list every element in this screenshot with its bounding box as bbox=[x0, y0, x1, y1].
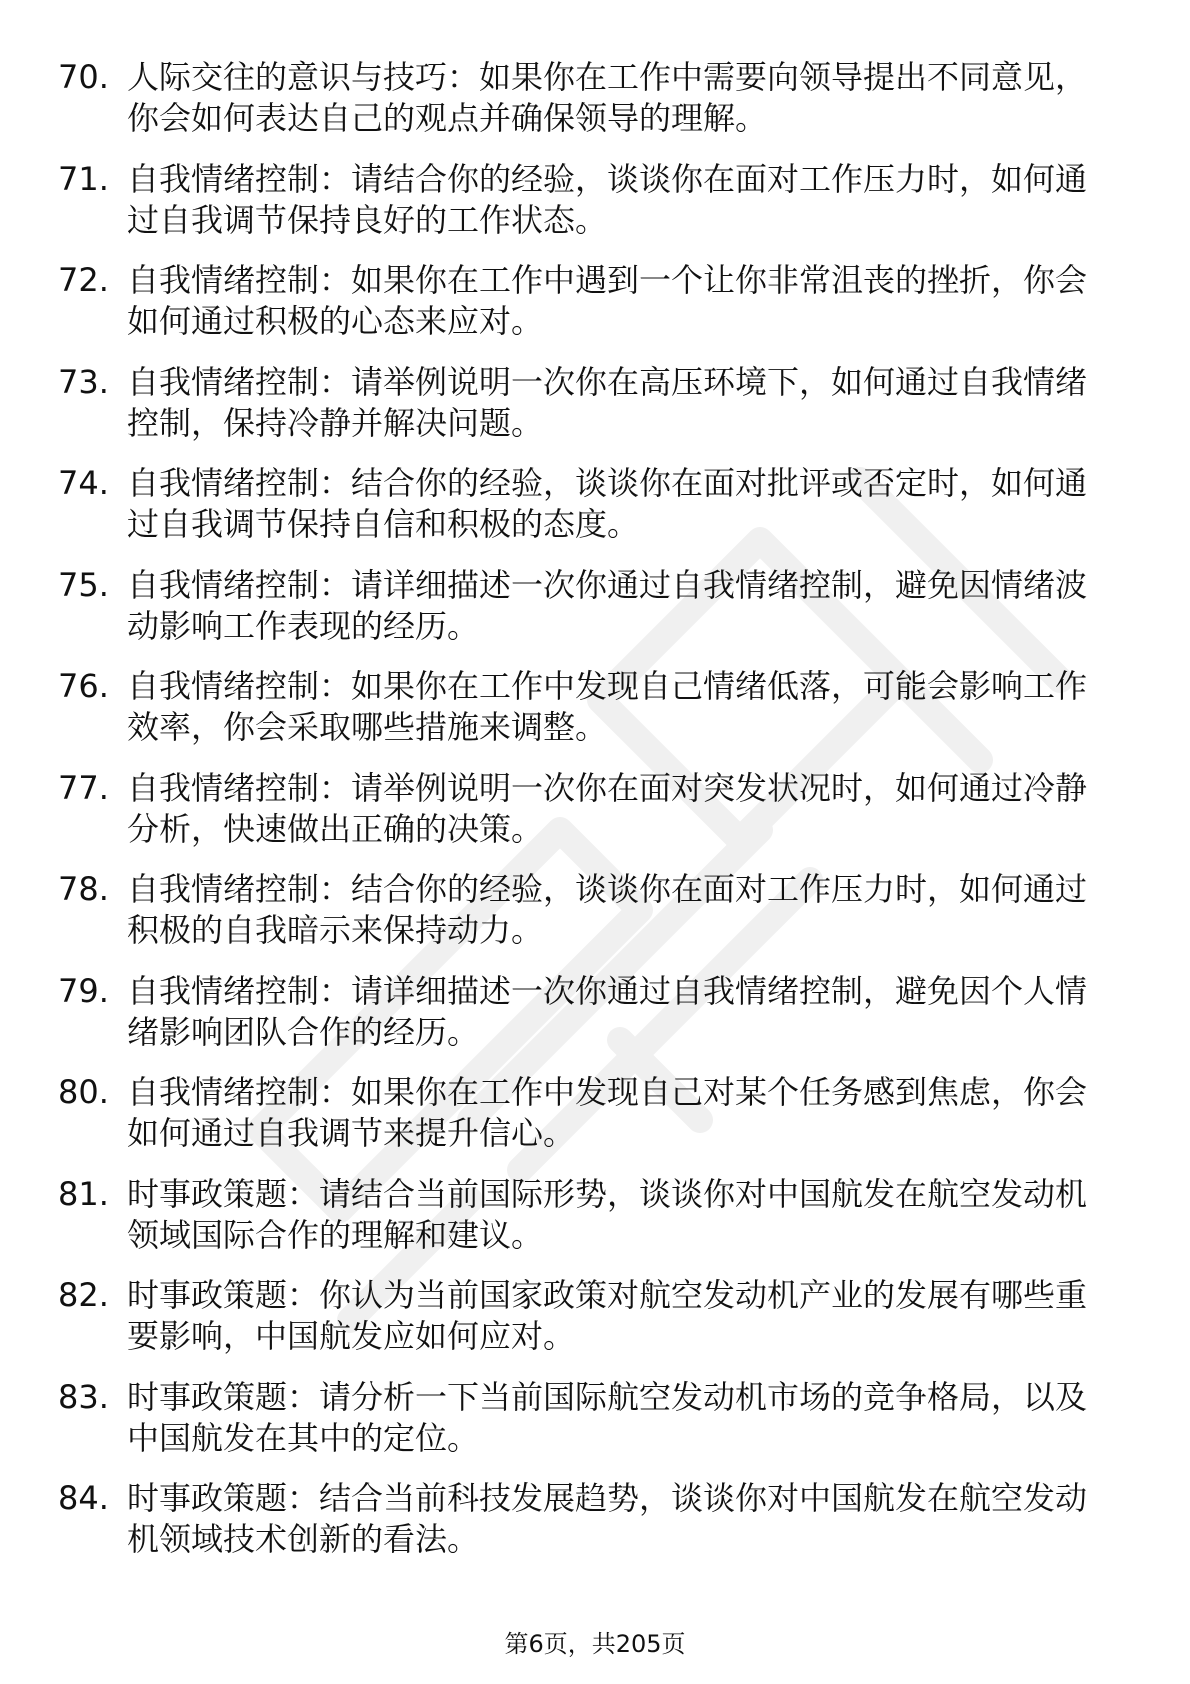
question-number: 74. bbox=[58, 464, 109, 502]
question-text: 自我情绪控制：如果你在工作中遇到一个让你非常沮丧的挫折，你会如何通过积极的心态来应对。 bbox=[127, 261, 1088, 340]
question-item bbox=[58, 666, 1118, 748]
question-text: 人际交往的意识与技巧：如果你在工作中需要向领导提出不同意见，你会如何表达自己的观点并确保领导的理解。 bbox=[127, 58, 1088, 137]
question-text: 自我情绪控制：请详细描述一次你通过自我情绪控制，避免因情绪波动影响工作表现的经历。 bbox=[127, 565, 1088, 645]
question-item bbox=[58, 1174, 1118, 1256]
question-text: 自我情绪控制：结合你的经验，谈谈你在面对工作压力时，如何通过积极的自我暗示来保持动力。 bbox=[127, 870, 1088, 949]
question-item bbox=[58, 869, 1118, 951]
question-text: 自我情绪控制：如果你在工作中发现自己对某个任务感到焦虑，你会如何通过自我调节来提升信心。 bbox=[127, 1073, 1088, 1152]
question-number: 78. bbox=[58, 870, 109, 908]
question-number: 70. bbox=[58, 58, 109, 96]
question-number: 75. bbox=[58, 565, 109, 604]
question-number: 76. bbox=[58, 667, 109, 705]
question-item bbox=[58, 260, 1118, 342]
question-item bbox=[58, 463, 1118, 545]
question-text: 时事政策题：请分析一下当前国际航空发动机市场的竞争格局，以及中国航发在其中的定位。 bbox=[127, 1377, 1088, 1457]
question-number: 81. bbox=[58, 1174, 109, 1213]
question-text: 自我情绪控制：结合你的经验，谈谈你在面对批评或否定时，如何通过自我调节保持自信和积极的态度。 bbox=[127, 464, 1088, 543]
question-number: 83. bbox=[58, 1377, 109, 1416]
question-text: 自我情绪控制：请详细描述一次你通过自我情绪控制，避免因个人情绪影响团队合作的经历。 bbox=[127, 971, 1088, 1051]
question-text: 自我情绪控制：请举例说明一次你在面对突发状况时，如何通过冷静分析，快速做出正确的决策。 bbox=[127, 768, 1088, 848]
question-item bbox=[58, 565, 1118, 647]
question-item bbox=[58, 768, 1118, 850]
question-number: 73. bbox=[58, 362, 109, 401]
question-text: 自我情绪控制：请举例说明一次你在高压环境下，如何通过自我情绪控制，保持冷静并解决问题。 bbox=[127, 362, 1088, 442]
question-item bbox=[58, 1478, 1118, 1560]
question-item bbox=[58, 159, 1118, 241]
question-text: 时事政策题：请结合当前国际形势，谈谈你对中国航发在航空发动机领域国际合作的理解和建议。 bbox=[127, 1174, 1088, 1254]
question-number: 77. bbox=[58, 768, 109, 807]
question-text: 时事政策题：结合当前科技发展趋势，谈谈你对中国航发在航空发动机领域技术创新的看法。 bbox=[127, 1479, 1088, 1558]
question-item bbox=[58, 1275, 1118, 1357]
question-number: 84. bbox=[58, 1479, 109, 1517]
page-number-footer: 第6页，共205页 bbox=[504, 1630, 686, 1658]
question-item bbox=[58, 57, 1118, 139]
question-item bbox=[58, 362, 1118, 444]
question-number: 79. bbox=[58, 971, 109, 1010]
question-item bbox=[58, 1072, 1118, 1154]
question-item bbox=[58, 1377, 1118, 1459]
question-number: 72. bbox=[58, 261, 109, 299]
question-number: 82. bbox=[58, 1276, 109, 1314]
question-list bbox=[58, 57, 1118, 1580]
question-number: 80. bbox=[58, 1073, 109, 1111]
question-number: 71. bbox=[58, 159, 109, 198]
question-text: 自我情绪控制：如果你在工作中发现自己情绪低落，可能会影响工作效率，你会采取哪些措施来调整。 bbox=[127, 667, 1088, 746]
question-text: 自我情绪控制：请结合你的经验，谈谈你在面对工作压力时，如何通过自我调节保持良好的工作状态。 bbox=[127, 159, 1088, 239]
question-item bbox=[58, 971, 1118, 1053]
question-text: 时事政策题：你认为当前国家政策对航空发动机产业的发展有哪些重要影响，中国航发应如何应对。 bbox=[127, 1276, 1088, 1355]
